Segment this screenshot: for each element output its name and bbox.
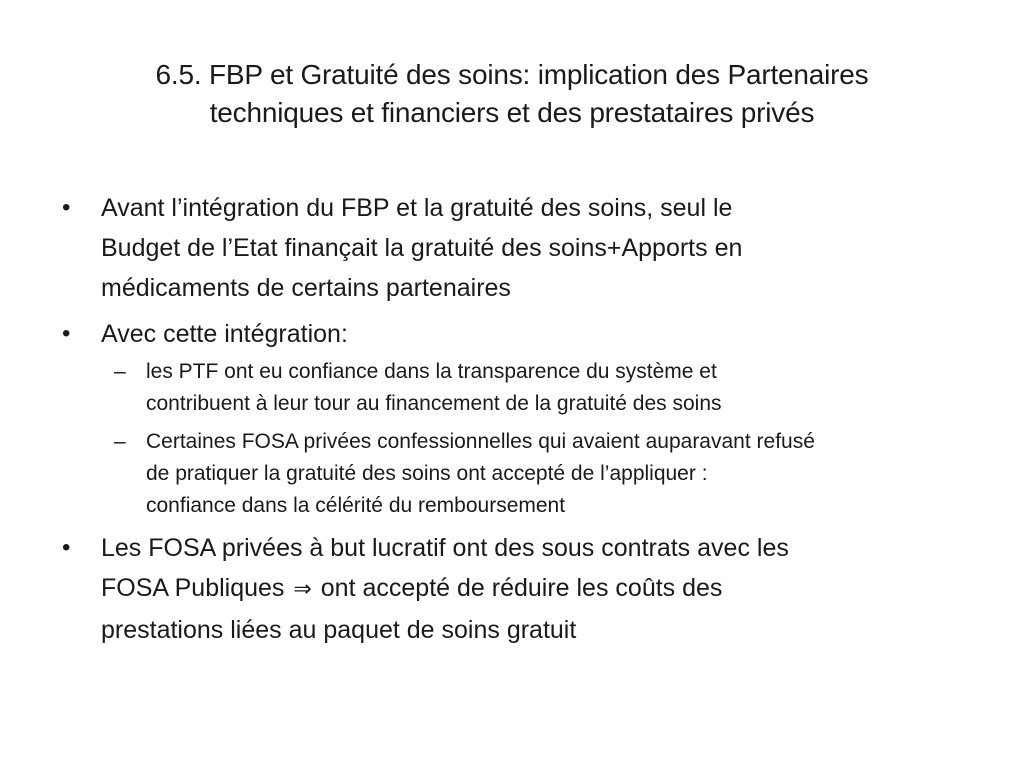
bullet-item-3 [58,528,984,650]
sub-bullet-marker: – [114,430,126,453]
slide-title [60,56,964,132]
bullet-marker: • [62,534,71,561]
sub-bullet-text [146,356,984,420]
bullet-item-2 [58,314,984,522]
sub-2-line-3: confiance dans la célérité du remboursement [146,494,566,517]
bullet-text [101,188,984,308]
sub-bullet-item-1 [58,356,984,420]
sub-1-line-1: les PTF ont eu confiance dans la transparence du système et [146,360,717,383]
bullet-3-line-2-start: FOSA Publiques [101,574,285,602]
bullet-3-line-2-end: ont accepté de réduire les coûts des [320,574,723,602]
bullet-3-line-1: Les FOSA privées à but lucratif ont des sous contrats avec les [101,534,789,562]
implies-arrow-icon: ⇒ [293,577,312,602]
title-line-1: 6.5. FBP et Gratuité des soins: implication des Partenaires [155,59,869,90]
sub-bullet-item-2 [58,426,984,522]
bullet-marker: • [62,194,71,221]
sub-bullet-marker: – [114,360,126,383]
sub-2-line-1: Certaines FOSA privées confessionnelles qui avaient auparavant refusé [146,430,815,453]
sub-bullet-list [101,356,984,522]
bullet-text [101,314,984,354]
bullet-2-line-1: Avec cette intégration: [101,320,348,348]
bullet-3-line-2 [101,568,984,610]
title-line-2: techniques et financiers et des prestataires privés [209,97,815,128]
bullet-1-line-3: médicaments de certains partenaires [101,274,511,302]
bullet-1-line-2: Budget de l’Etat finançait la gratuité des soins+Apports en [101,234,743,262]
slide-body [58,188,984,650]
sub-2-line-2: de pratiquer la gratuité des soins ont accepté de l’appliquer : [146,462,708,485]
bullet-3-line-3: prestations liées au paquet de soins gratuit [101,616,577,644]
bullet-marker: • [62,320,71,347]
bullet-list [58,188,984,650]
bullet-text [101,528,984,650]
bullet-1-line-1: Avant l’intégration du FBP et la gratuité des soins, seul le [101,194,733,222]
sub-1-line-2: contribuent à leur tour au financement de la gratuité des soins [146,392,722,415]
bullet-item-1 [58,188,984,308]
sub-bullet-text [146,426,984,522]
